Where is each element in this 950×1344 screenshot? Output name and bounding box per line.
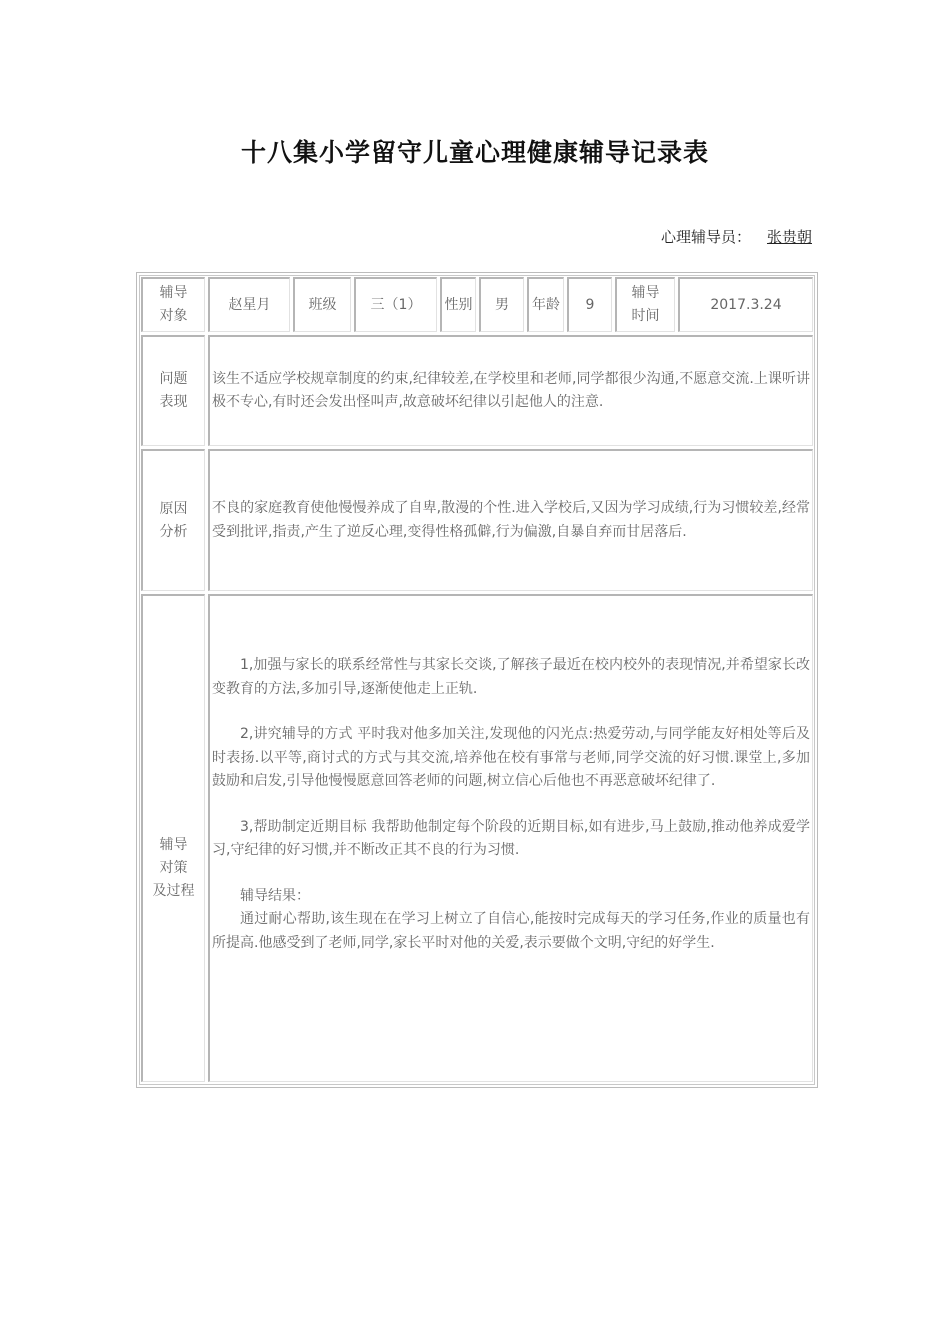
gender-value: 男	[479, 277, 524, 332]
cause-cell	[208, 449, 813, 591]
strategy-label: 辅导 对策 及过程	[141, 594, 205, 1082]
age-value: 9	[567, 277, 612, 332]
counselor-name: 张贵朝	[766, 228, 812, 246]
date-value: 2017.3.24	[678, 277, 813, 332]
strategy-cell	[208, 594, 813, 1082]
page-title: 十八集小学留守儿童心理健康辅导记录表	[240, 138, 709, 167]
subject-label: 辅导 对象	[141, 277, 205, 332]
subject-value: 赵星月	[208, 277, 290, 332]
date-label: 辅导 时间	[615, 277, 675, 332]
problem-label: 问题 表现	[141, 335, 205, 446]
class-label: 班级	[293, 277, 351, 332]
cause-label: 原因 分析	[141, 449, 205, 591]
class-value: 三（1）	[354, 277, 437, 332]
cause-text: 不良的家庭教育使他慢慢养成了自卑,散漫的个性.进入学校后,又因为学习成绩,行为习惯较差,经常受到批评,指责,产生了逆反心理,变得性格孤僻,行为偏激,自暴自弃而甘居落后.	[212, 500, 810, 540]
counselor-line	[600, 226, 812, 247]
strategy-item-3: 3,帮助制定近期目标 我帮助他制定每个阶段的近期目标,如有进步,马上鼓励,推动他养成爱学习,守纪律的好习惯,并不断改正其不良的行为习惯.	[212, 818, 810, 858]
gender-label: 性别	[440, 277, 476, 332]
strategy-item-1: 1,加强与家长的联系经常性与其家长交谈,了解孩子最近在校内校外的表现情况,并希望家长改变教育的方法,多加引导,逐渐使他走上正轨.	[212, 657, 810, 697]
counselor-label: 心理辅导员：	[660, 228, 751, 246]
problem-text: 该生不适应学校规章制度的约束,纪律较差,在学校里和老师,同学都很少沟通,不愿意交流.上课听讲极不专心,有时还会发出怪叫声,故意破坏纪律以引起他人的注意.	[212, 370, 810, 410]
result-text: 通过耐心帮助,该生现在在学习上树立了自信心,能按时完成每天的学习任务,作业的质量也有所提高.他感受到了老师,同学,家长平时对他的关爱,表示要做个文明,守纪的好学生.	[212, 911, 810, 951]
strategy-item-2: 2,讲究辅导的方式 平时我对他多加关注,发现他的闪光点:热爱劳动,与同学能友好相处等后及时表扬.以平等,商讨式的方式与其交流,培养他在校有事常与老师,同学交流的好习惯.课堂上,多加鼓励和启发,引导他慢慢愿意回答老师的问题,树立信心后他也不再恶意破坏纪律了.	[212, 726, 810, 789]
strategy-content	[212, 654, 810, 977]
result-label: 辅导结果：	[240, 887, 310, 904]
problem-cell	[208, 335, 813, 446]
age-label: 年龄	[527, 277, 564, 332]
